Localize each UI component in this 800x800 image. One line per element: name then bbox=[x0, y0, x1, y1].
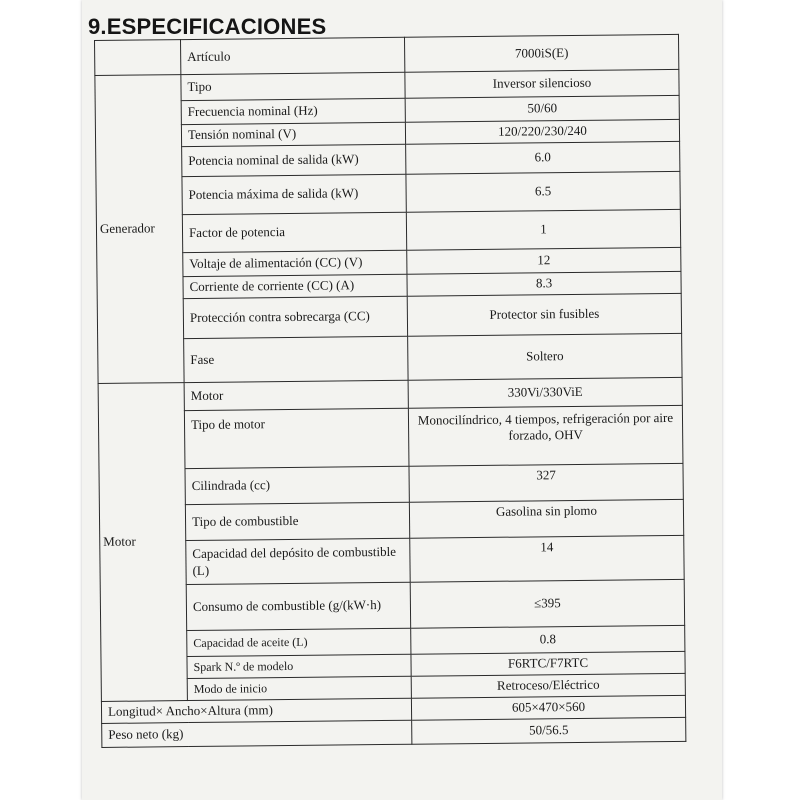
table-row bbox=[97, 293, 681, 339]
row-label: Voltaje de alimentación (CC) (V) bbox=[183, 250, 407, 276]
specifications-table bbox=[94, 34, 686, 748]
row-label: Capacidad del depósito de combustible (L) bbox=[186, 538, 410, 584]
empty-cell bbox=[95, 40, 181, 76]
table-row bbox=[99, 499, 683, 541]
row-value: 6.5 bbox=[406, 171, 680, 212]
row-label: Potencia nominal de salida (kW) bbox=[182, 144, 406, 176]
row-label: Frecuencia nominal (Hz) bbox=[181, 98, 405, 124]
row-label: Artículo bbox=[181, 37, 405, 74]
row-value: Monocilíndrico, 4 tiempos, refrigeración por aire forzado, OHV bbox=[408, 405, 683, 466]
row-value: 14 bbox=[410, 535, 684, 582]
row-label: Tensión nominal (V) bbox=[181, 122, 405, 146]
row-value: 330Vi/330ViE bbox=[408, 377, 682, 408]
row-label: Capacidad de aceite (L) bbox=[187, 628, 411, 656]
row-label: Factor de potencia bbox=[182, 212, 406, 252]
row-label: Spark N.º de modelo bbox=[187, 654, 411, 678]
row-label: Tipo bbox=[181, 72, 405, 100]
table-row bbox=[99, 463, 683, 505]
row-value: 0.8 bbox=[411, 625, 685, 654]
row-value: ≤395 bbox=[410, 579, 684, 628]
row-value: 8.3 bbox=[407, 271, 681, 296]
row-value: 12 bbox=[407, 247, 681, 274]
row-value: Soltero bbox=[408, 333, 682, 380]
row-value: 327 bbox=[409, 463, 683, 502]
row-label: Peso neto (kg) bbox=[102, 720, 412, 747]
group-label-generator: Generador bbox=[95, 75, 184, 384]
table-row bbox=[100, 535, 684, 585]
row-label: Fase bbox=[184, 336, 408, 382]
row-value: Protector sin fusibles bbox=[407, 293, 681, 336]
row-value: Retroceso/Eléctrico bbox=[411, 673, 685, 698]
row-label: Cilindrada (cc) bbox=[185, 466, 409, 504]
row-label: Tipo de motor bbox=[184, 408, 409, 468]
section-title: 9.ESPECIFICACIONES bbox=[88, 14, 327, 39]
table-row bbox=[96, 209, 680, 253]
row-value: Gasolina sin plomo bbox=[409, 499, 683, 538]
row-value: 50/60 bbox=[405, 95, 679, 122]
table-row bbox=[100, 579, 684, 631]
table-row bbox=[96, 171, 680, 215]
row-label: Tipo de combustible bbox=[185, 502, 409, 540]
row-label: Potencia máxima de salida (kW) bbox=[182, 174, 406, 214]
row-value: 50/56.5 bbox=[412, 717, 686, 744]
row-label: Longitud× Ancho×Altura (mm) bbox=[101, 698, 411, 723]
row-value: 120/220/230/240 bbox=[405, 119, 679, 144]
row-value: 6.0 bbox=[406, 141, 680, 174]
row-label: Corriente de corriente (CC) (A) bbox=[183, 274, 407, 298]
row-label: Motor bbox=[184, 380, 408, 410]
table-row bbox=[98, 405, 683, 469]
row-value: 1 bbox=[406, 209, 680, 250]
row-value: F6RTC/F7RTC bbox=[411, 651, 685, 676]
row-value: 605×470×560 bbox=[411, 695, 685, 720]
table-row bbox=[98, 333, 682, 383]
row-label: Modo de inicio bbox=[187, 676, 411, 700]
row-label: Consumo de combustible (g/(kW·h) bbox=[186, 582, 410, 630]
row-value: Inversor silencioso bbox=[405, 69, 679, 98]
row-label: Protección contra sobrecarga (CC) bbox=[183, 296, 407, 338]
row-value: 7000iS(E) bbox=[404, 34, 678, 72]
group-label-motor: Motor bbox=[98, 383, 187, 702]
